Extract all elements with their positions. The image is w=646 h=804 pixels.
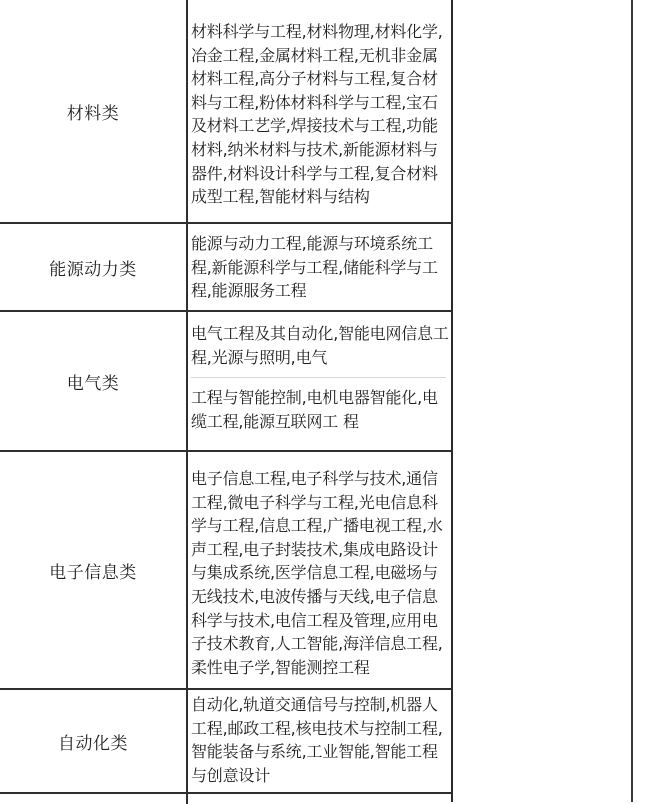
table-row-materials — [0, 0, 451, 224]
category-cell: 电气类 — [66, 373, 120, 394]
majors-text-part-2: 工程与智能控制,电机电器智能化,电缆工程,能源互联网工 程 — [191, 388, 438, 431]
table-row-electrical — [0, 312, 451, 452]
category-cell: 能源动力类 — [49, 259, 137, 280]
majors-cell — [186, 312, 451, 450]
category-cell: 材料类 — [66, 103, 120, 124]
majors-cell: 材料科学与工程,材料物理,材料化学,冶金工程,金属材料工程,无机非金属材料工程,高分子材料与工程,复合材料与工程,粉体材料科学与工程,宝石及材料工艺学,焊接技术与工程,功能材料,纳米材料与技术,新能源材料与器件,材料设计科学与工程,复合材料成型工程,智能材料与结构 — [186, 0, 451, 222]
table-row-automation — [0, 690, 451, 794]
majors-cell: 能源与动力工程,能源与环境系统工程,新能源科学与工程,储能科学与工程,能源服务工程 — [186, 224, 451, 310]
majors-cell: 自动化,轨道交通信号与控制,机器人工程,邮政工程,核电技术与控制工程,智能装备与系统,工业智能,智能工程与创意设计 — [186, 690, 451, 792]
category-cell: 自动化类 — [58, 733, 128, 754]
table-row-next-partial — [0, 794, 451, 804]
category-cell: 电子信息类 — [49, 562, 137, 583]
page-edge-rule — [631, 0, 633, 802]
majors-cell: 电子信息工程,电子科学与技术,通信工程,微电子科学与工程,光电信息科学与工程,信息工程,广播电视工程,水声工程,电子封装技术,集成电路设计与集成系统,医学信息工程,电磁场与无线技术,电波传播与天线,电子信息科学与技术,电信工程及管理,应用电子技术教育,人工智能,海洋信息工程,柔性电子学,智能测控工程 — [186, 452, 451, 688]
category-cell — [0, 794, 186, 804]
table-row-energy-power — [0, 224, 451, 312]
cell-divider — [191, 377, 446, 378]
table-row-electronic-info — [0, 452, 451, 690]
majors-text-part-1: 电气工程及其自动化,智能电网信息工程,光源与照明,电气 — [191, 324, 449, 367]
majors-cell — [186, 794, 451, 804]
